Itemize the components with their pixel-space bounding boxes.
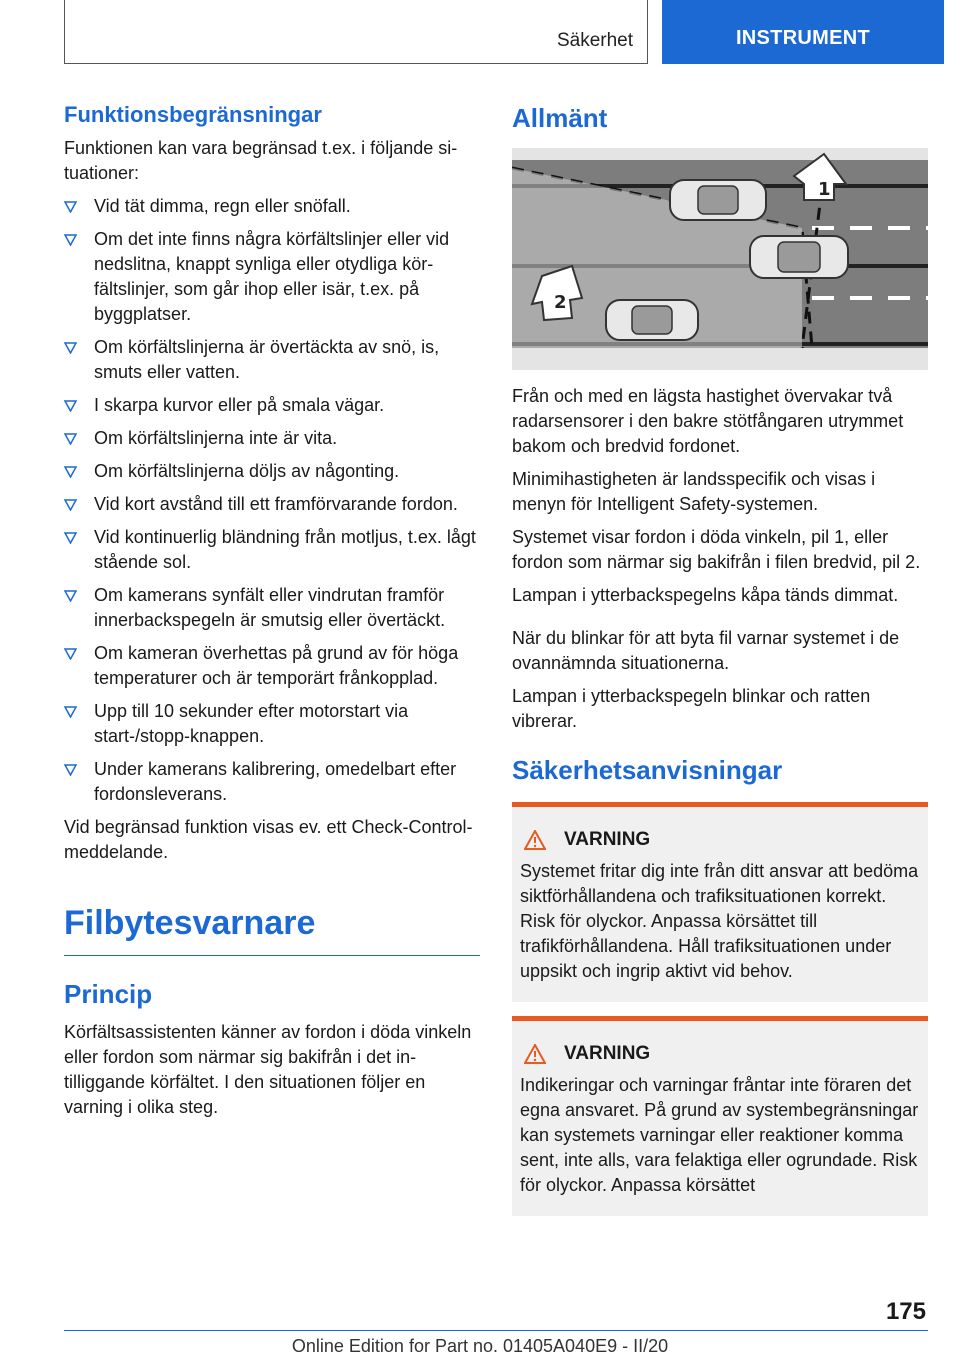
footer-divider (64, 1330, 928, 1331)
list-item (64, 699, 480, 749)
bullet-triangle-icon (64, 432, 77, 445)
lane-change-figure (512, 148, 928, 370)
chapter-title: Filbytesvarnare (64, 901, 480, 956)
limits-intro: Funktionen kan vara begränsad t.ex. i följande situationer: (64, 138, 458, 183)
bullet-triangle-icon (64, 647, 77, 660)
general-paragraph: Från och med en lägsta hastighet övervakar två radarsensorer i den bakre stötfångaren utrymmet bakom och bredvid fordonet. (512, 386, 904, 456)
bullet-triangle-icon (64, 498, 77, 511)
section-title: Säkerhet (556, 30, 633, 51)
warning-triangle-icon (524, 1044, 546, 1064)
general-paragraph: Lampan i ytterbackspegeln blinkar och ratten vibrerar. (512, 686, 871, 731)
list-item (64, 393, 480, 418)
limits-list (64, 194, 480, 807)
right-column (512, 100, 928, 1228)
warnings (512, 802, 928, 1216)
svg-text:1: 1 (818, 179, 831, 200)
list-item (64, 194, 480, 219)
bullet-triangle-icon (64, 763, 77, 776)
general-paragraph: När du blinkar för att byta fil varnar systemet i de ovannämnda situationerna. (512, 628, 900, 673)
list-item-text: Vid kort avstånd till ett framförvarande fordon. (94, 494, 458, 514)
warning-header (520, 1043, 920, 1065)
bullet-triangle-icon (64, 200, 77, 213)
limits-heading: Funktionsbegränsningar (64, 102, 322, 127)
list-item-text: I skarpa kurvor eller på smala vägar. (94, 395, 385, 415)
principle-heading: Princip (64, 979, 153, 1009)
bullet-triangle-icon (64, 233, 77, 246)
bullet-triangle-icon (64, 705, 77, 718)
bullet-triangle-icon (64, 589, 77, 602)
list-item-text: Om kameran överhettas på grund av för höga temperaturer och är temporärt frånkopplad. (94, 643, 459, 688)
principle-text: Körfältsassistenten känner av fordon i döda vinkeln eller fordon som närmar sig bakifrån i det intilliggande körfältet. I den situationen följer en varning i olika steg. (64, 1022, 472, 1117)
list-item-text: Om det inte finns några körfältslinjer eller vid nedslitna, knappt synliga eller otydliga körfältslinjer, som går ihop eller isär, t.ex. på byggplatser. (94, 229, 450, 324)
car-own-icon (606, 300, 698, 340)
tab-instrument[interactable]: INSTRUMENT (662, 0, 944, 64)
general-heading: Allmänt (512, 103, 608, 133)
warning-box (512, 1016, 928, 1216)
footer-edition: Online Edition for Part no. 01405A040E9 - II/20 (291, 1336, 669, 1356)
general-paragraph: Minimihastigheten är landsspecifik och visas i menyn för Intelligent Safety-systemen. (512, 469, 876, 514)
car-2-icon (750, 236, 848, 278)
warning-triangle-icon (524, 830, 546, 850)
safety-heading: Säkerhetsanvisningar (512, 755, 783, 785)
warning-box (512, 802, 928, 1002)
general-paragraph: Lampan i ytterbackspegelns kåpa tänds dimmat. (512, 585, 899, 605)
list-item-text: Under kamerans kalibrering, omedelbart efter fordonsleverans. (94, 759, 457, 804)
list-item-text: Vid kontinuerlig bländning från motljus, t.ex. lågt stående sol. (94, 527, 476, 572)
list-item (64, 459, 480, 484)
car-1-icon (670, 180, 766, 220)
list-item (64, 525, 480, 575)
bullet-triangle-icon (64, 341, 77, 354)
warning-title: VARNING (564, 829, 651, 850)
warning-header (520, 829, 920, 851)
list-item-text: Om körfältslinjerna döljs av någonting. (94, 461, 400, 481)
list-item-text: Om körfältslinjerna inte är vita. (94, 428, 338, 448)
list-item-text: Om kamerans synfält eller vindrutan framför innerbackspegeln är smutsig eller övertäckt. (94, 585, 446, 630)
list-item (64, 583, 480, 633)
list-item (64, 227, 480, 327)
header-frame (64, 0, 648, 64)
lane-change-illustration (512, 148, 928, 370)
left-column (64, 100, 480, 1128)
list-item (64, 492, 480, 517)
list-item-text: Om körfältslinjerna är övertäckta av snö, is, smuts eller vatten. (94, 337, 440, 382)
warning-title: VARNING (564, 1043, 651, 1064)
list-item (64, 426, 480, 451)
bullet-triangle-icon (64, 465, 77, 478)
svg-text:2: 2 (554, 292, 567, 313)
warning-text: Systemet fritar dig inte från ditt ansvar att bedöma siktförhållandena och trafiksituationen korrekt. Risk för olyckor. Anpassa körsättet till trafikförhållandena. Håll trafiksituationen under uppsikt och ingrip aktivt vid behov. (520, 861, 919, 981)
page-number: 175 (885, 1298, 926, 1325)
limits-outro: Vid begränsad funktion visas ev. ett Check-Control-meddelande. (64, 817, 473, 862)
list-item (64, 641, 480, 691)
general-paragraph: Systemet visar fordon i döda vinkeln, pil 1, eller fordon som närmar sig bakifrån i filen bredvid, pil 2. (512, 527, 921, 572)
general-paragraphs (512, 384, 928, 734)
warning-text: Indikeringar och varningar fråntar inte föraren det egna ansvaret. På grund av systembegränsningar kan systemets varningar eller reaktioner komma sent, inte alls, vara felaktiga eller ogrundade. Risk för olyckor. Anpassa körsättet (520, 1075, 919, 1195)
bullet-triangle-icon (64, 399, 77, 412)
list-item-text: Vid tät dimma, regn eller snöfall. (94, 196, 351, 216)
list-item (64, 757, 480, 807)
bullet-triangle-icon (64, 531, 77, 544)
list-item (64, 335, 480, 385)
list-item-text: Upp till 10 sekunder efter motorstart via start-/stopp-knappen. (94, 701, 409, 746)
